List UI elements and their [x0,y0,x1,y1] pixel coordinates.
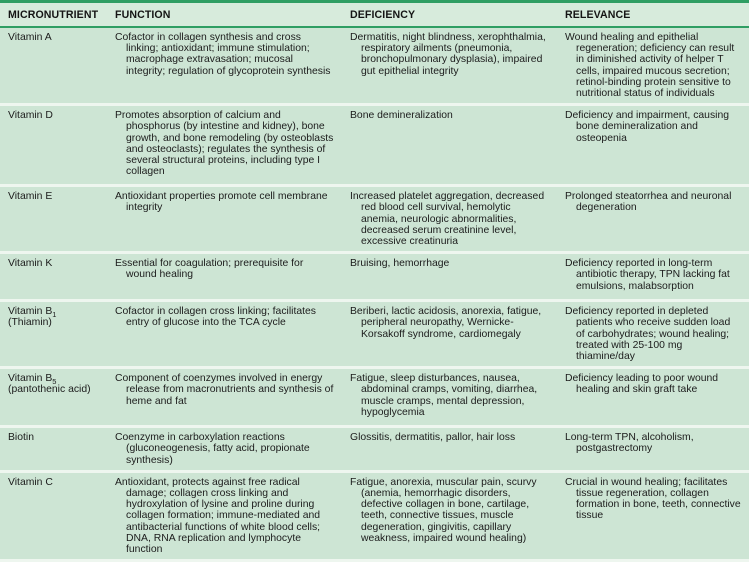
table-row-vitamin-d [0,106,749,187]
deficiency-cell: Bruising, hemorrhage [350,258,450,270]
relevance-cell: Wound healing and epithelial regeneration; deficiency can result in diminished activity of helper T cells, impaired mucous secretion; retinol-binding protein sensitive to nutritional status of individuals [565,32,735,100]
function-cell: Coenzyme in carboxylation reactions (gluconeogenesis, fatty acid, propionate synthesis) [115,432,310,466]
table-row-vitamin-c [0,473,749,562]
micronutrient-cell [0,302,107,366]
deficiency-cell: Fatigue, sleep disturbances, nausea, abdominal cramps, vomiting, diarrhea, muscle cramps, mental depression, hypoglycemia [350,373,538,418]
micronutrient-name: Vitamin K [8,258,53,270]
micronutrient-name: Vitamin B [8,373,53,385]
micronutrient-cell [0,28,107,103]
micronutrient-note: (Thiamin) [8,317,52,329]
table-row-vitamin-a [0,28,749,106]
micronutrient-cell [0,187,107,251]
relevance-cell: Deficiency reported in depleted patients who receive sudden load of carbohydrates; wound healing; treated with 25-100 mg thiamine/day [565,306,731,363]
function-cell: Antioxidant properties promote cell membrane integrity [115,191,328,214]
micronutrient-cell [0,473,107,559]
relevance-cell: Crucial in wound healing; facilitates tissue regeneration, collagen formation in bone, teeth, connective tissue [565,476,741,522]
micronutrient-name: Vitamin B [8,306,53,318]
micronutrient-name: Vitamin C [8,476,53,488]
micronutrient-name: Biotin [8,432,34,444]
micronutrient-cell [0,106,107,184]
table-row-vitamin-b5 [0,369,749,428]
relevance-cell: Prolonged steatorrhea and neuronal degeneration [565,191,732,214]
header-deficiency: DEFICIENCY [350,9,416,21]
function-cell: Cofactor in collagen synthesis and cross linking; antioxidant; immune stimulation; macrophage extravasation; mucosal integrity; regulation of glycoprotein synthesis [115,32,331,77]
deficiency-cell: Bone demineralization [350,110,453,122]
micronutrient-cell [0,369,107,425]
micronutrient-name: Vitamin E [8,191,53,203]
relevance-cell: Deficiency reported in long-term antibiotic therapy, TPN lacking fat emulsions, malabsorption [565,258,730,292]
micronutrient-subscript: 5 [52,377,57,387]
header-micronutrient: MICRONUTRIENT [8,9,99,21]
micronutrient-cell [0,428,107,470]
deficiency-cell: Increased platelet aggregation, decreased red blood cell survival, hemolytic anemia, neurologic abnormalities, decreased serum creatinine level, excessive creatinuria [350,191,545,248]
table-row-vitamin-k [0,254,749,302]
function-cell: Promotes absorption of calcium and phosphorus (by intestine and kidney), bone growth, and bone remodeling (by osteoblasts and osteoclasts); regulates the synthesis of several structural proteins, including type I collagen [115,110,334,178]
function-cell: Essential for coagulation; prerequisite for wound healing [115,258,304,281]
micronutrient-name: Vitamin D [8,110,53,122]
table-row-vitamin-b1 [0,302,749,369]
relevance-cell: Long-term TPN, alcoholism, postgastrectomy [565,432,694,455]
micronutrient-note: (pantothenic acid) [8,384,91,396]
micronutrient-name: Vitamin A [8,32,52,43]
micronutrient-cell [0,254,107,299]
deficiency-cell: Glossitis, dermatitis, pallor, hair loss [350,432,516,444]
deficiency-cell: Fatigue, anorexia, muscular pain, scurvy (anemia, hemorrhagic disorders, defective collagen in bone, cartilage, teeth, connective tissues, muscle degeneration, gingivitis, capillary weakness, impaired wound healing) [350,476,537,544]
deficiency-cell: Beriberi, lactic acidosis, anorexia, fatigue, peripheral neuropathy, Wernicke-Korsakoff syndrome, cardiomegaly [350,306,542,340]
header-function: FUNCTION [115,9,171,21]
relevance-cell: Deficiency and impairment, causing bone demineralization and osteopenia [565,110,730,144]
relevance-cell: Deficiency leading to poor wound healing and skin graft take [565,373,719,396]
table-row-biotin [0,428,749,473]
function-cell: Cofactor in collagen cross linking; facilitates entry of glucose into the TCA cycle [115,306,316,329]
function-cell: Antioxidant, protects against free radical damage; collagen cross linking and hydroxylation of lysine and proline during collagen formation; immune-mediated and antibacterial functions of white blood cells; DNA, RNA replication and lymphocyte function [115,476,321,556]
deficiency-cell: Dermatitis, night blindness, xerophthalmia, respiratory ailments (pneumonia, bronchopulmonary dysplasia), impaired gut epithelial integrity [350,32,546,77]
function-cell: Component of coenzymes involved in energy release from macronutrients and synthesis of heme and fat [115,373,334,407]
table-row-vitamin-e [0,187,749,254]
table-header-row [0,0,749,28]
header-relevance: RELEVANCE [565,9,631,21]
micronutrient-subscript: 1 [52,310,57,320]
